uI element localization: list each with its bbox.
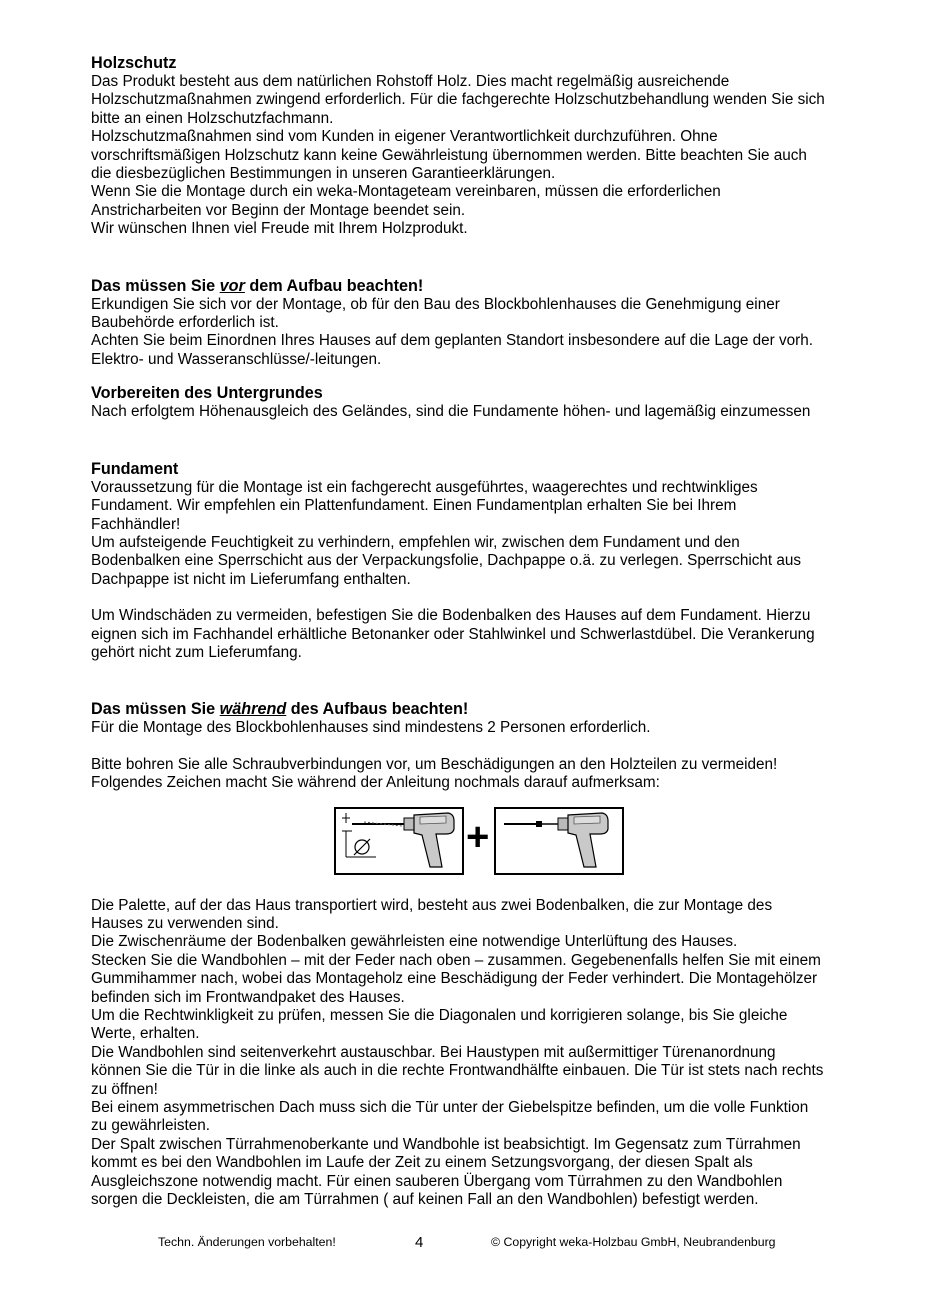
predrill-symbol-figure [91, 807, 881, 885]
text-line: Baubehörde erforderlich ist. [91, 314, 279, 332]
text-line: Fachhändler! [91, 515, 181, 533]
text-line: kommt es bei den Wandbohlen im Laufe der Zeit zu einem Setzungsvorgang, der diesen Spalt als [91, 1154, 753, 1172]
footer-disclaimer: Techn. Änderungen vorbehalten! [158, 1235, 336, 1249]
text-line: Für die Montage des Blockbohlenhauses sind mindestens 2 Personen erforderlich. [91, 719, 651, 737]
text-line: zu öffnen! [91, 1080, 158, 1098]
text-line: Die Palette, auf der das Haus transportiert wird, besteht aus zwei Bodenbalken, die zur Montage des [91, 896, 773, 914]
section-waehrend-aufbau [91, 699, 881, 1209]
fundament-text [91, 479, 881, 589]
title-emphasis: während [219, 700, 287, 719]
waehrend-text-3 [91, 897, 881, 1210]
text-line: die diesbezüglichen Bestimmungen in unseren Garantieerklärungen. [91, 165, 556, 183]
text-line: Die Zwischenräume der Bodenbalken gewährleisten eine notwendige Unterlüftung des Hauses. [91, 933, 738, 951]
text-line: Um Windschäden zu vermeiden, befestigen Sie die Bodenbalken des Hauses auf dem Fundament. Hierzu [91, 607, 811, 625]
text-line: Ausgleichszone notwendig macht. Für einen sauberen Übergang vom Türrahmen zu den Wandbohlen [91, 1172, 783, 1190]
section-title-fundament: Fundament [91, 459, 179, 478]
text-line: Voraussetzung für die Montage ist ein fachgerecht ausgeführtes, waagerechtes und rechtwinkliges [91, 478, 758, 496]
text-line: Das Produkt besteht aus dem natürlichen Rohstoff Holz. Dies macht regelmäßig ausreichende [91, 73, 730, 90]
text-line: sorgen die Deckleisten, die am Türrahmen ( auf keinen Fall an den Wandbohlen) befestigt werden. [91, 1191, 759, 1209]
section-title-untergrund: Vorbereiten des Untergrundes [91, 384, 323, 403]
text-line: Stecken Sie die Wandbohlen – mit der Feder nach oben – zusammen. Gegebenenfalls helfen Sie mit einem [91, 951, 821, 969]
drill-screw-icon [494, 807, 624, 875]
text-line: bitte an einen Holzschutzfachmann. [91, 109, 334, 127]
title-post: dem Aufbau beachten! [244, 276, 424, 295]
text-line: Nach erfolgtem Höhenausgleich des Geländes, sind die Fundamente höhen- und lagemäßig einzumessen [91, 403, 811, 421]
page-content [91, 53, 881, 1209]
text-line: Um die Rechtwinkligkeit zu prüfen, messen Sie die Diagonalen und korrigieren solange, bis Sie gleiche [91, 1007, 788, 1024]
text-line: Gummihammer nach, wobei das Montageholz eine Beschädigung der Feder verhindert. Die Montagehölzer [91, 970, 818, 988]
text-line: Achten Sie beim Einordnen Ihres Hauses auf dem geplanten Standort insbesondere auf die Lage der vorh. [91, 332, 813, 350]
plus-sign: + [466, 814, 490, 859]
text-line: zu gewährleisten. [91, 1117, 211, 1135]
text-line: Erkundigen Sie sich vor der Montage, ob für den Bau des Blockbohlenhauses die Genehmigung einer [91, 295, 780, 313]
text-line: Hauses zu verwenden sind. [91, 914, 279, 932]
text-line: Die Wandbohlen sind seitenverkehrt austauschbar. Bei Haustypen mit außermittiger Türenanordnung [91, 1043, 776, 1061]
section-vor-aufbau [91, 276, 881, 370]
section-holzschutz [91, 53, 881, 239]
text-line: Anstricharbeiten vor Beginn der Montage beendet sein. [91, 201, 466, 219]
title-pre: Das müssen Sie [91, 276, 220, 295]
text-line: Fundament. Wir empfehlen ein Plattenfundament. Einen Fundamentplan erhalten Sie bei Ihrem [91, 497, 737, 515]
text-line: Bodenbalken eine Sperrschicht aus der Verpackungsfolie, Dachpappe o.ä. zu verlegen. Sperrschicht aus [91, 552, 802, 570]
drill-with-diameter-icon [334, 807, 464, 875]
text-line: Werte, erhalten. [91, 1025, 200, 1043]
text-line: Wir wünschen Ihnen viel Freude mit Ihrem Holzprodukt. [91, 220, 468, 238]
text-line: Wenn Sie die Montage durch ein weka-Montageteam vereinbaren, müssen die erforderlichen [91, 183, 721, 201]
page-number: 4 [415, 1234, 424, 1251]
untergrund-text [91, 403, 881, 421]
text-line: Holzschutzmaßnahmen zwingend erforderlich. Für die fachgerechte Holzschutzbehandlung wenden Sie sich [91, 91, 825, 109]
text-line: Elektro- und Wasseranschlüsse/-leitungen. [91, 350, 382, 368]
section-title-holzschutz: Holzschutz [91, 54, 177, 72]
text-line: Bitte bohren Sie alle Schraubverbindungen vor, um Beschädigungen an den Holzteilen zu vermeiden! [91, 755, 778, 773]
waehrend-text-2 [91, 756, 881, 793]
text-line: vorschriftsmäßigen Holzschutz kann keine Gewährleistung übernommen werden. Bitte beachten Sie auch [91, 146, 807, 164]
fundament-text-2 [91, 607, 881, 662]
section-title-waehrend-aufbau [91, 699, 881, 719]
text-line: Folgendes Zeichen macht Sie während der Anleitung nochmals darauf aufmerksam: [91, 774, 660, 792]
text-line: Bei einem asymmetrischen Dach muss sich die Tür unter der Giebelspitze befinden, um die volle Funktion [91, 1099, 809, 1117]
text-line: befinden sich im Frontwandpaket des Hauses. [91, 988, 405, 1006]
title-emphasis: vor [219, 276, 245, 295]
text-line: Der Spalt zwischen Türrahmenoberkante und Wandbohle ist beabsichtigt. Im Gegensatz zum Türrahmen [91, 1135, 801, 1153]
text-line: Um aufsteigende Feuchtigkeit zu verhindern, empfehlen wir, zwischen dem Fundament und den [91, 533, 740, 551]
section-title-vor-aufbau [91, 276, 881, 296]
text-line: können Sie die Tür in die linke als auch in die rechte Frontwandhälfte einbauen. Die Tür ist stets nach rechts [91, 1062, 824, 1080]
section-fundament [91, 459, 881, 663]
section-untergrund [91, 383, 881, 421]
text-line: eignen sich im Fachhandel erhältliche Betonanker oder Stahlwinkel und Schwerlastdübel. Die Verankerung [91, 625, 815, 643]
waehrend-text [91, 719, 881, 737]
footer-copyright: © Copyright weka-Holzbau GmbH, Neubrandenburg [491, 1235, 776, 1249]
title-pre: Das müssen Sie [91, 700, 220, 719]
title-post: des Aufbaus beachten! [286, 700, 469, 719]
text-line: gehört nicht zum Lieferumfang. [91, 643, 302, 661]
vor-aufbau-text [91, 296, 881, 370]
holzschutz-text [91, 73, 881, 239]
text-line: Holzschutzmaßnahmen sind vom Kunden in eigener Verantwortlichkeit durchzuführen. Ohne [91, 128, 718, 146]
text-line: Dachpappe ist nicht im Lieferumfang enthalten. [91, 570, 411, 588]
